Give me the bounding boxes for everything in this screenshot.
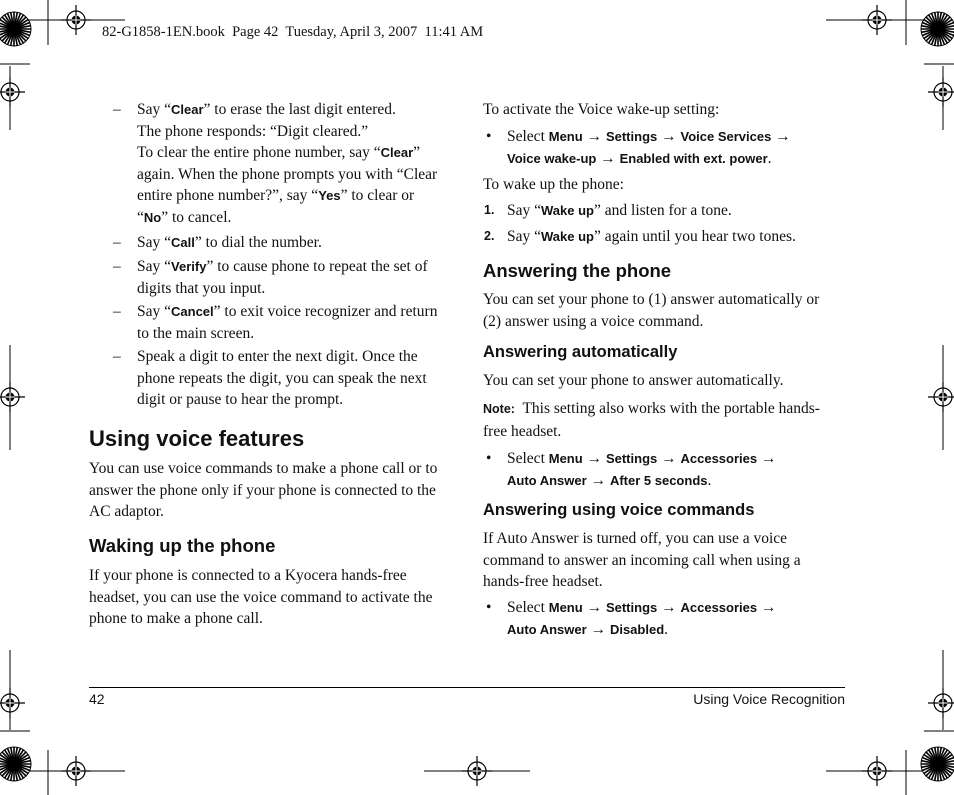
arrow-icon: → [661, 450, 677, 467]
arrow-icon: → [761, 599, 777, 616]
menu-path: • Select Menu → Settings → Accessories → Auto Answer → After 5 seconds. [486, 450, 777, 489]
arrow-icon: → [586, 128, 603, 145]
arrow-icon: → [586, 450, 603, 467]
subsubsection-title: Answering using voice commands [483, 501, 755, 519]
subsection-title: Answering the phone [483, 260, 672, 281]
dash-marker: – [113, 348, 121, 365]
command-wake-up: Wake up [541, 203, 594, 218]
command-cancel: Cancel [171, 304, 214, 319]
list-item: – Say “Call” to dial the number. [137, 232, 457, 254]
voice-body: If Auto Answer is turned off, you can use a voice command to answer an incoming call when using a hands-free headset. [483, 530, 801, 590]
list-item: – Say “Verify” to cause phone to repeat the set of digits that you input. [113, 258, 428, 297]
note: Note: This setting also works with the portable hands- free headset. [483, 400, 820, 440]
page-number: 42 [89, 691, 105, 707]
list-item: – Speak a digit to enter the next digit. Once the phone repeats the digit, you can speak the next digit or pause to hear the prompt. [113, 348, 427, 408]
answering-body: You can set your phone to (1) answer automatically or (2) answer using a voice command. [483, 291, 820, 330]
command-verify: Verify [171, 259, 207, 274]
arrow-icon: → [600, 149, 616, 167]
command-wake-up: Wake up [541, 229, 594, 244]
menu-path: • Select Menu → Settings → Voice Services → Voice wake-up → Enabled with ext. power. [486, 128, 791, 167]
footer-rule [89, 687, 845, 688]
section-body: You can use voice commands to make a phone call or to answer the phone only if your phone is connected to the AC adaptor. [89, 460, 438, 520]
list-item: – Say “Clear” to erase the last digit entered. The phone responds: “Digit cleared.” To clear the entire phone number, say “Clear” again. When the phone prompts you with “Clear entire phone number?”, say “Yes” to clear or “No” to cancel. [113, 101, 438, 226]
note-label: Note: [483, 402, 515, 416]
arrow-icon: → [761, 450, 777, 467]
command-yes: Yes [318, 188, 341, 203]
menu-path: • Select Menu → Settings → Accessories → Auto Answer → Disabled. [486, 599, 777, 638]
arrow-icon: → [586, 599, 603, 616]
subsection-title: Waking up the phone [89, 535, 276, 556]
dash-marker: – [113, 101, 121, 118]
command-clear: Clear [171, 102, 204, 117]
arrow-icon: → [661, 128, 677, 145]
list-item: – Say “Cancel” to exit voice recognizer and return to the main screen. [113, 303, 438, 342]
activate-intro: To activate the Voice wake-up setting: [483, 101, 720, 118]
bullet-marker: • [486, 599, 492, 616]
arrow-icon: → [775, 128, 791, 145]
dash-marker: – [113, 234, 121, 251]
arrow-icon: → [590, 620, 607, 638]
waking-body: If your phone is connected to a Kyocera hands-free headset, you can use the voice command to activate the phone to make a phone call. [89, 567, 433, 627]
command-call: Call [171, 235, 195, 250]
auto-body: You can set your phone to answer automatically. [483, 372, 784, 389]
command-clear: Clear [380, 145, 414, 160]
step-item: 1. Say “Wake up” and listen for a tone. [507, 200, 847, 222]
command-no: No [143, 209, 162, 225]
step-item: 2. Say “Wake up” again until you hear two tones. [507, 226, 847, 248]
arrow-icon: → [590, 471, 607, 489]
file-info-slug: 82-G1858-1EN.book Page 42 Tuesday, April 3, 2007 11:41 AM [102, 24, 484, 40]
step-number: 2. [484, 229, 495, 243]
bullet-marker: • [486, 128, 492, 145]
step-number: 1. [484, 203, 495, 217]
dash-marker: – [113, 258, 121, 275]
chapter-title: Using Voice Recognition [693, 691, 845, 707]
dash-marker: – [113, 303, 121, 320]
section-title: Using voice features [89, 426, 305, 451]
bullet-marker: • [486, 450, 492, 467]
wake-intro: To wake up the phone: [483, 176, 624, 193]
arrow-icon: → [661, 599, 677, 616]
subsubsection-title: Answering automatically [483, 343, 678, 361]
